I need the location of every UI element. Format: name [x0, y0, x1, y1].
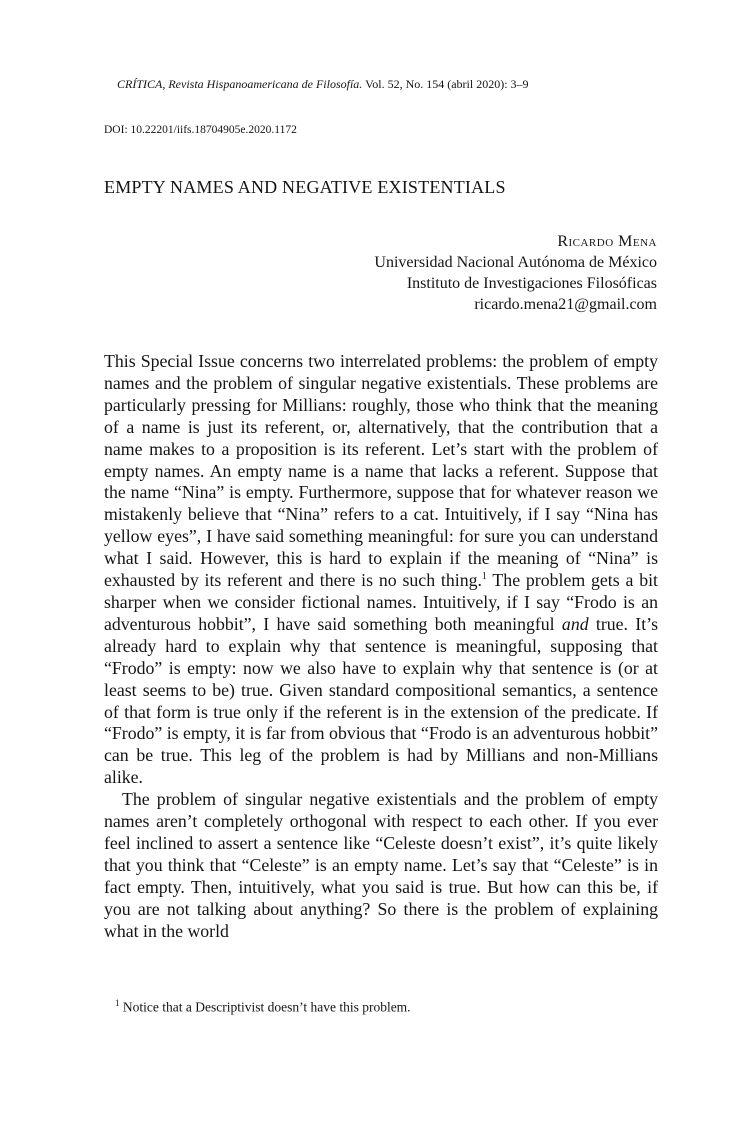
article-title: EMPTY NAMES AND NEGATIVE EXISTENTIALS — [104, 177, 506, 197]
footnote-reference: 1 — [481, 571, 487, 583]
footnote-mark: 1 — [115, 998, 120, 1008]
paragraph-1-part-a: This Special Issue concerns two interrelated problems: the problem of empty names and the problem of singular negative existentials. These problems are particularly pressing for Millians: roughly, those who think that the meaning of a name is just its referent, or, alternatively, that the contribution that a name makes to a proposition is its referent. Let’s start with the problem of empty names. An empty name is a name that lacks a referent. Suppose that the name “Nina” is empty. Furthermore, suppose that for whatever reason we mistakenly believe that “Nina” refers to a cat. Intuitively, if I say “Nina has yellow eyes”, I have said something meaningful: for sure you can understand what I said. However, this is hard to explain if the meaning of “Nina” is exhausted by its referent and there is no such thing. — [104, 351, 658, 591]
author-affiliation-university: Universidad Nacional Autónoma de México — [374, 254, 657, 271]
author-block — [374, 231, 657, 315]
paragraph-1-part-c: true. It’s already hard to explain why that sentence is meaningful, supposing that “Frodo” is empty: now we also have to explain why that sentence is (or at least seems to be) true. Given standard compositional semantics, a sentence of that form is true only if the referent is in the extension of the predicate. If “Frodo” is empty, it is far from obvious that “Frodo is an adventurous hobbit” can be true. This leg of the problem is had by Millians and non-Millians alike. — [104, 613, 659, 788]
journal-citation — [117, 77, 637, 92]
author-email: ricardo.mena21@gmail.com — [474, 296, 657, 313]
journal-name: CRÍTICA, Revista Hispanoamericana de Filosofía. — [117, 77, 363, 91]
paragraph-2: The problem of singular negative existentials and the problem of empty names aren’t completely orthogonal with respect to each other. If you ever feel inclined to assert a sentence like “Celeste doesn’t exist”, it’s quite likely that you think that “Celeste” is an empty name. Let’s say that “Celeste” is in fact empty. Then, intuitively, what you said is true. But how can this be, if you are not talking about anything? So there is the problem of explaining what in the world — [104, 789, 658, 941]
footnote-text: Notice that a Descriptivist doesn’t have this problem. — [122, 999, 411, 1015]
emphasis: and — [561, 613, 589, 634]
author-affiliation-institute: Instituto de Investigaciones Filosóficas — [406, 275, 657, 292]
paragraph-1-part-b: The problem gets a bit sharper when we consider fictional names. Intuitively, if I say “Frodo is an adventurous hobbit”, I have said something both meaningful — [104, 570, 658, 634]
author-name: Ricardo Mena — [557, 233, 657, 250]
doi: DOI: 10.22201/iifs.18704905e.2020.1172 — [104, 124, 297, 136]
article-body — [104, 351, 658, 942]
footnote — [115, 998, 411, 1016]
journal-details: Vol. 52, No. 154 (abril 2020): 3–9 — [365, 77, 529, 91]
paragraph-1 — [104, 351, 658, 789]
